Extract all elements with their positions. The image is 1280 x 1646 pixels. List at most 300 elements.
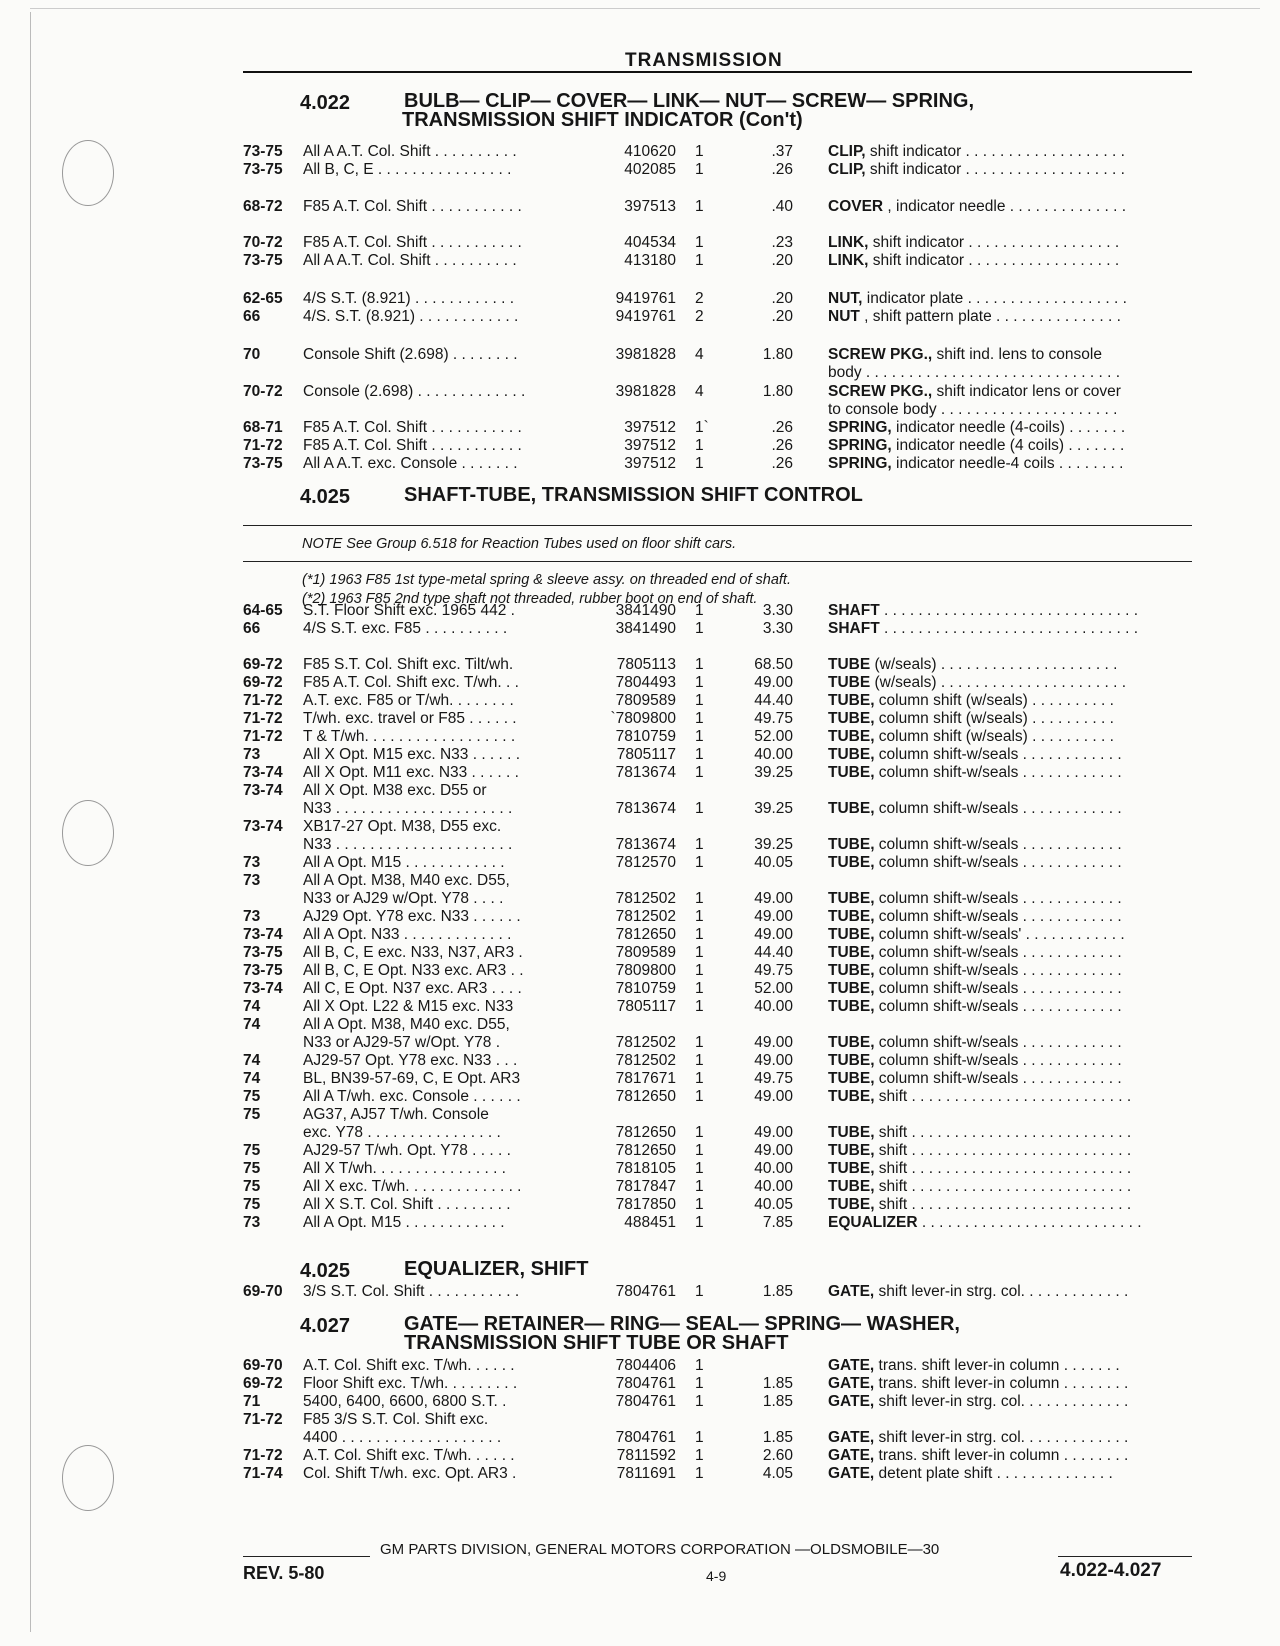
part-number: 7809800 bbox=[615, 962, 676, 979]
section-title-line2: TRANSMISSION SHIFT INDICATOR (Con't) bbox=[402, 109, 803, 131]
model-year: 71-74 bbox=[243, 1465, 283, 1482]
application: F85 A.T. Col. Shift . . . . . . . . . . . bbox=[303, 437, 522, 454]
description bbox=[828, 1393, 1280, 1411]
quantity: 1 bbox=[695, 455, 704, 472]
quantity: 1 bbox=[695, 890, 704, 907]
description-text: shift . . . . . . . . . . . . . . . . . . . . . . . . . . bbox=[874, 1178, 1132, 1195]
model-year: 73-74 bbox=[243, 782, 283, 799]
description bbox=[828, 656, 1280, 674]
price: .26 bbox=[771, 437, 793, 454]
quantity: 1 bbox=[695, 620, 704, 637]
description-text: , indicator needle . . . . . . . . . . . . . . bbox=[883, 198, 1127, 215]
part-number: 3981828 bbox=[615, 383, 676, 400]
description bbox=[828, 1142, 1280, 1160]
quantity: 1 bbox=[695, 1196, 704, 1213]
application: AJ29-57 T/wh. Opt. Y78 . . . . . bbox=[303, 1142, 511, 1159]
application: 3/S S.T. Col. Shift . . . . . . . . . . . bbox=[303, 1283, 520, 1300]
footer-rule-right bbox=[1058, 1556, 1192, 1557]
application: F85 A.T. Col. Shift . . . . . . . . . . . bbox=[303, 198, 522, 215]
section-title-line1: GATE— RETAINER— RING— SEAL— SPRING— WASHER, bbox=[404, 1313, 960, 1335]
description-text: shift indicator lens or cover bbox=[932, 383, 1121, 400]
price: 52.00 bbox=[754, 980, 793, 997]
description bbox=[828, 455, 1280, 473]
model-year: 71-72 bbox=[243, 1447, 283, 1464]
model-year: 73 bbox=[243, 746, 261, 763]
description-text: column shift-w/seals . . . . . . . . . . . . bbox=[874, 1052, 1122, 1069]
quantity: 1 bbox=[695, 437, 704, 454]
description bbox=[828, 346, 1280, 364]
description bbox=[828, 1283, 1280, 1301]
quantity: 1 bbox=[695, 1375, 704, 1392]
description-text: column shift (w/seals) . . . . . . . . . . bbox=[874, 728, 1114, 745]
description-text: column shift-w/seals . . . . . . . . . . . . bbox=[874, 908, 1122, 925]
application: All B, C, E Opt. N33 exc. AR3 . . bbox=[303, 962, 524, 979]
quantity: 1 bbox=[695, 1034, 704, 1051]
application: 4/S S.T. exc. F85 . . . . . . . . . . bbox=[303, 620, 508, 637]
description-text: shift indicator . . . . . . . . . . . . . . . . . . bbox=[868, 234, 1120, 251]
description bbox=[828, 764, 1280, 782]
application: All X Opt. M38 exc. D55 or bbox=[303, 782, 487, 799]
price: 2.60 bbox=[762, 1447, 793, 1464]
description-text: column shift (w/seals) . . . . . . . . . . bbox=[874, 692, 1114, 709]
application: All A Opt. M15 . . . . . . . . . . . . bbox=[303, 1214, 505, 1231]
application: N33 or AJ29 w/Opt. Y78 . . . . bbox=[303, 890, 504, 907]
part-number: 7812650 bbox=[615, 1124, 676, 1141]
description-text: shift . . . . . . . . . . . . . . . . . . . . . . . . . . bbox=[874, 1142, 1132, 1159]
price: 4.05 bbox=[762, 1465, 793, 1482]
part-number: 7805113 bbox=[616, 656, 676, 673]
part-number: 404534 bbox=[624, 234, 676, 251]
description-text: shift indicator . . . . . . . . . . . . . . . . . . . bbox=[865, 143, 1125, 160]
part-number: 7817671 bbox=[615, 1070, 676, 1087]
description-text: shift lever-in strg. col. . . . . . . . . . . . . bbox=[874, 1429, 1129, 1446]
model-year: 73 bbox=[243, 1214, 261, 1231]
application: All A A.T. exc. Console . . . . . . . bbox=[303, 455, 518, 472]
model-year: 73 bbox=[243, 854, 261, 871]
punch-hole-top bbox=[62, 140, 114, 206]
quantity: 1 bbox=[695, 252, 704, 269]
description bbox=[828, 383, 1280, 401]
application: All C, E Opt. N37 exc. AR3 . . . . bbox=[303, 980, 522, 997]
quantity: 1 bbox=[695, 1357, 704, 1374]
quantity: 1 bbox=[695, 1393, 704, 1410]
price: 49.00 bbox=[754, 908, 793, 925]
application: All X Opt. L22 & M15 exc. N33 bbox=[303, 998, 514, 1015]
description bbox=[828, 944, 1280, 962]
model-year: 69-70 bbox=[243, 1283, 283, 1300]
description-text: indicator plate . . . . . . . . . . . . . . . . . . . bbox=[862, 290, 1127, 307]
description-keyword: TUBE, bbox=[828, 1196, 875, 1213]
description-keyword: CLIP, bbox=[828, 161, 866, 178]
application: All A T/wh. exc. Console . . . . . . bbox=[303, 1088, 521, 1105]
quantity: 4 bbox=[695, 383, 704, 400]
description-keyword: SCREW PKG., bbox=[828, 346, 933, 363]
part-number: 7812502 bbox=[615, 890, 676, 907]
part-number: 7812502 bbox=[615, 908, 676, 925]
description bbox=[828, 401, 1280, 419]
part-number: 7810759 bbox=[615, 728, 676, 745]
description bbox=[828, 161, 1280, 179]
application: F85 A.T. Col. Shift . . . . . . . . . . . bbox=[303, 234, 522, 251]
price: 7.85 bbox=[762, 1214, 793, 1231]
description bbox=[828, 1196, 1280, 1214]
description bbox=[828, 234, 1280, 252]
description-text: shift . . . . . . . . . . . . . . . . . . . . . . . . . . bbox=[874, 1124, 1132, 1141]
description bbox=[828, 926, 1280, 944]
description-keyword: GATE, bbox=[828, 1375, 875, 1392]
quantity: 1 bbox=[695, 854, 704, 871]
price: 49.00 bbox=[754, 674, 793, 691]
description-keyword: COVER bbox=[828, 198, 884, 215]
part-number: 397512 bbox=[624, 419, 676, 436]
quantity: 1 bbox=[695, 800, 704, 817]
model-year: 75 bbox=[243, 1196, 261, 1213]
price: .20 bbox=[771, 290, 793, 307]
footer-page-number: 4-9 bbox=[706, 1568, 727, 1584]
description-text: shift ind. lens to console bbox=[932, 346, 1102, 363]
description-text: to console body . . . . . . . . . . . . . . . . . . . . . bbox=[828, 401, 1118, 418]
description-text: column shift-w/seals . . . . . . . . . . . . bbox=[874, 800, 1122, 817]
description-keyword: TUBE, bbox=[828, 908, 875, 925]
model-year: 71-72 bbox=[243, 437, 283, 454]
application: All B, C, E . . . . . . . . . . . . . . . . bbox=[303, 161, 512, 178]
application: exc. Y78 . . . . . . . . . . . . . . . . bbox=[303, 1124, 501, 1141]
price: 1.85 bbox=[762, 1375, 793, 1392]
description bbox=[828, 1375, 1280, 1393]
model-year: 64-65 bbox=[243, 602, 283, 619]
description-keyword: NUT bbox=[828, 308, 860, 325]
description-keyword: GATE, bbox=[828, 1357, 875, 1374]
model-year: 68-71 bbox=[243, 419, 283, 436]
description-text: . . . . . . . . . . . . . . . . . . . . . . . . . . bbox=[917, 1214, 1142, 1231]
model-year: 62-65 bbox=[243, 290, 283, 307]
quantity: 1 bbox=[695, 692, 704, 709]
quantity: 1 bbox=[695, 1429, 704, 1446]
part-number: 7804761 bbox=[615, 1283, 676, 1300]
description bbox=[828, 198, 1280, 216]
quantity: 1 bbox=[695, 1142, 704, 1159]
description bbox=[828, 1034, 1280, 1052]
price: 3.30 bbox=[762, 620, 793, 637]
description bbox=[828, 728, 1280, 746]
description-keyword: SCREW PKG., bbox=[828, 383, 933, 400]
description bbox=[828, 998, 1280, 1016]
part-number: 488451 bbox=[624, 1214, 676, 1231]
description bbox=[828, 1429, 1280, 1447]
price: 49.00 bbox=[754, 890, 793, 907]
quantity: 1 bbox=[695, 944, 704, 961]
model-year: 70-72 bbox=[243, 234, 283, 251]
description bbox=[828, 746, 1280, 764]
quantity: 1 bbox=[695, 234, 704, 251]
quantity: 1` bbox=[695, 419, 709, 436]
price: .26 bbox=[771, 161, 793, 178]
part-number: 7810759 bbox=[615, 980, 676, 997]
description-keyword: TUBE, bbox=[828, 728, 875, 745]
quantity: 2 bbox=[695, 308, 704, 325]
model-year: 75 bbox=[243, 1160, 261, 1177]
description bbox=[828, 290, 1280, 308]
description bbox=[828, 692, 1280, 710]
model-year: 75 bbox=[243, 1178, 261, 1195]
application: 4/S. S.T. (8.921) . . . . . . . . . . . . bbox=[303, 308, 519, 325]
description-text: shift . . . . . . . . . . . . . . . . . . . . . . . . . . bbox=[874, 1088, 1132, 1105]
part-number: 397512 bbox=[624, 437, 676, 454]
price: .20 bbox=[771, 308, 793, 325]
quantity: 1 bbox=[695, 1283, 704, 1300]
model-year: 75 bbox=[243, 1106, 261, 1123]
description bbox=[828, 1088, 1280, 1106]
quantity: 1 bbox=[695, 836, 704, 853]
price: .26 bbox=[771, 455, 793, 472]
application: F85 3/S S.T. Col. Shift exc. bbox=[303, 1411, 489, 1428]
part-number: 410620 bbox=[624, 143, 676, 160]
price: .23 bbox=[771, 234, 793, 251]
part-number: 7812650 bbox=[615, 1142, 676, 1159]
model-year: 70 bbox=[243, 346, 261, 363]
quantity: 1 bbox=[695, 1178, 704, 1195]
quantity: 1 bbox=[695, 1124, 704, 1141]
description-keyword: TUBE, bbox=[828, 998, 875, 1015]
quantity: 1 bbox=[695, 998, 704, 1015]
note-1963-first: (*1) 1963 F85 1st type-metal spring & sleeve assy. on threaded end of shaft. bbox=[302, 572, 791, 588]
description bbox=[828, 962, 1280, 980]
description-text: (w/seals) . . . . . . . . . . . . . . . . . . . . . . bbox=[870, 674, 1126, 691]
model-year: 73-75 bbox=[243, 252, 283, 269]
quantity: 1 bbox=[695, 728, 704, 745]
description-text: column shift-w/seals . . . . . . . . . . . . bbox=[874, 944, 1122, 961]
description-keyword: SHAFT bbox=[828, 620, 880, 637]
application: Col. Shift T/wh. exc. Opt. AR3 . bbox=[303, 1465, 517, 1482]
application: F85 S.T. Col. Shift exc. Tilt/wh. bbox=[303, 656, 514, 673]
application: Console Shift (2.698) . . . . . . . . bbox=[303, 346, 518, 363]
description bbox=[828, 602, 1280, 620]
application: A.T. Col. Shift exc. T/wh. . . . . . bbox=[303, 1447, 515, 1464]
scan-top-edge bbox=[30, 8, 1260, 9]
application: N33 or AJ29-57 w/Opt. Y78 . bbox=[303, 1034, 501, 1051]
model-year: 71 bbox=[243, 1393, 261, 1410]
part-number: 7812502 bbox=[615, 1034, 676, 1051]
model-year: 73-74 bbox=[243, 818, 283, 835]
application: All A A.T. Col. Shift . . . . . . . . . . bbox=[303, 252, 517, 269]
description bbox=[828, 419, 1280, 437]
description-keyword: TUBE, bbox=[828, 764, 875, 781]
application: All X Opt. M11 exc. N33 . . . . . . bbox=[303, 764, 519, 781]
quantity: 1 bbox=[695, 1465, 704, 1482]
description-text: column shift-w/seals' . . . . . . . . . . . . bbox=[874, 926, 1125, 943]
model-year: 75 bbox=[243, 1142, 261, 1159]
price: 40.00 bbox=[754, 1178, 793, 1195]
description-keyword: TUBE, bbox=[828, 1124, 875, 1141]
punch-hole-bottom bbox=[62, 1445, 114, 1511]
part-number: 397513 bbox=[624, 198, 676, 215]
description bbox=[828, 1357, 1280, 1375]
price: 49.00 bbox=[754, 1124, 793, 1141]
part-number: 7804761 bbox=[615, 1393, 676, 1410]
part-number: 7811592 bbox=[616, 1447, 676, 1464]
application: T & T/wh. . . . . . . . . . . . . . . . . . bbox=[303, 728, 516, 745]
price: 1.85 bbox=[762, 1429, 793, 1446]
part-number: 7812570 bbox=[615, 854, 676, 871]
description-text: shift . . . . . . . . . . . . . . . . . . . . . . . . . . bbox=[874, 1160, 1132, 1177]
quantity: 1 bbox=[695, 710, 704, 727]
description bbox=[828, 252, 1280, 270]
application: Floor Shift exc. T/wh. . . . . . . . . bbox=[303, 1375, 518, 1392]
note-rule-top bbox=[243, 525, 1192, 526]
quantity: 1 bbox=[695, 1070, 704, 1087]
quantity: 1 bbox=[695, 602, 704, 619]
quantity: 1 bbox=[695, 1160, 704, 1177]
footer-section-range: 4.022-4.027 bbox=[1060, 1560, 1162, 1581]
price: 49.00 bbox=[754, 1034, 793, 1051]
description-text: detent plate shift . . . . . . . . . . . . . . bbox=[874, 1465, 1113, 1482]
description-keyword: SPRING, bbox=[828, 419, 892, 436]
price: 1.80 bbox=[762, 383, 793, 400]
description bbox=[828, 890, 1280, 908]
quantity: 1 bbox=[695, 746, 704, 763]
quantity: 1 bbox=[695, 656, 704, 673]
model-year: 66 bbox=[243, 308, 261, 325]
description-text: body . . . . . . . . . . . . . . . . . . . . . . . . . . . . . . bbox=[828, 364, 1120, 381]
description-keyword: TUBE, bbox=[828, 854, 875, 871]
application: N33 . . . . . . . . . . . . . . . . . . . . . bbox=[303, 836, 513, 853]
model-year: 73 bbox=[243, 908, 261, 925]
section-number: 4.025 bbox=[300, 1260, 351, 1282]
application: AJ29 Opt. Y78 exc. N33 . . . . . . bbox=[303, 908, 521, 925]
description bbox=[828, 364, 1280, 382]
model-year: 73-75 bbox=[243, 944, 283, 961]
price: .40 bbox=[771, 198, 793, 215]
description-text: shift lever-in strg. col. . . . . . . . . . . . . bbox=[874, 1283, 1129, 1300]
binder-margin-line bbox=[30, 12, 31, 1632]
application: BL, BN39-57-69, C, E Opt. AR3 bbox=[303, 1070, 521, 1087]
quantity: 1 bbox=[695, 1447, 704, 1464]
price: 52.00 bbox=[754, 728, 793, 745]
description-text: column shift-w/seals . . . . . . . . . . . . bbox=[874, 764, 1122, 781]
application: All X Opt. M15 exc. N33 . . . . . . bbox=[303, 746, 521, 763]
description-keyword: TUBE, bbox=[828, 710, 875, 727]
price: 1.85 bbox=[762, 1393, 793, 1410]
description-keyword: NUT, bbox=[828, 290, 863, 307]
description-text: indicator needle (4-coils) . . . . . . . bbox=[891, 419, 1126, 436]
application: All X S.T. Col. Shift . . . . . . . . . bbox=[303, 1196, 511, 1213]
price: 44.40 bbox=[754, 944, 793, 961]
application: 5400, 6400, 6600, 6800 S.T. . bbox=[303, 1393, 507, 1410]
description bbox=[828, 1124, 1280, 1142]
model-year: 73-75 bbox=[243, 455, 283, 472]
description bbox=[828, 437, 1280, 455]
part-number: 7818105 bbox=[615, 1160, 676, 1177]
price: 40.05 bbox=[754, 854, 793, 871]
price: 44.40 bbox=[754, 692, 793, 709]
part-number: 7817850 bbox=[615, 1196, 676, 1213]
part-number: 7812502 bbox=[615, 1052, 676, 1069]
description-keyword: EQUALIZER bbox=[828, 1214, 918, 1231]
description-text: column shift-w/seals . . . . . . . . . . . . bbox=[874, 746, 1122, 763]
description-text: indicator needle (4 coils) . . . . . . . bbox=[891, 437, 1125, 454]
description-keyword: CLIP, bbox=[828, 143, 866, 160]
description-keyword: TUBE, bbox=[828, 1178, 875, 1195]
price: 1.80 bbox=[762, 346, 793, 363]
price: 3.30 bbox=[762, 602, 793, 619]
application: 4/S S.T. (8.921) . . . . . . . . . . . . bbox=[303, 290, 515, 307]
description-keyword: SPRING, bbox=[828, 437, 892, 454]
part-number: 3841490 bbox=[615, 620, 676, 637]
description-text: column shift-w/seals . . . . . . . . . . . . bbox=[874, 836, 1122, 853]
model-year: 73-75 bbox=[243, 962, 283, 979]
application: AJ29-57 Opt. Y78 exc. N33 . . . bbox=[303, 1052, 518, 1069]
application: All X T/wh. . . . . . . . . . . . . . . . bbox=[303, 1160, 506, 1177]
description-text: column shift-w/seals . . . . . . . . . . . . bbox=[874, 1034, 1122, 1051]
description-keyword: GATE, bbox=[828, 1465, 875, 1482]
note-rule-bottom bbox=[243, 561, 1192, 562]
description-keyword: TUBE, bbox=[828, 962, 875, 979]
model-year: 73-74 bbox=[243, 764, 283, 781]
description-keyword: TUBE, bbox=[828, 746, 875, 763]
footer-organization: GM PARTS DIVISION, GENERAL MOTORS CORPORATION —OLDSMOBILE—30 bbox=[380, 1541, 940, 1558]
description bbox=[828, 1160, 1280, 1178]
model-year: 73 bbox=[243, 872, 261, 889]
description-keyword: TUBE bbox=[828, 656, 871, 673]
description-text: shift indicator . . . . . . . . . . . . . . . . . . . bbox=[865, 161, 1125, 178]
model-year: 66 bbox=[243, 620, 261, 637]
description-keyword: GATE, bbox=[828, 1393, 875, 1410]
part-number: 7804493 bbox=[615, 674, 676, 691]
description-keyword: TUBE, bbox=[828, 980, 875, 997]
description bbox=[828, 854, 1280, 872]
quantity: 1 bbox=[695, 1088, 704, 1105]
model-year: 68-72 bbox=[243, 198, 283, 215]
part-number: 7804761 bbox=[615, 1375, 676, 1392]
part-number: 402085 bbox=[624, 161, 676, 178]
price: 49.00 bbox=[754, 1052, 793, 1069]
price: 49.00 bbox=[754, 1088, 793, 1105]
description-text: trans. shift lever-in column . . . . . . . bbox=[874, 1357, 1120, 1374]
description bbox=[828, 143, 1280, 161]
section-title bbox=[404, 1315, 960, 1353]
description bbox=[828, 908, 1280, 926]
part-number: 7809589 bbox=[615, 944, 676, 961]
description-keyword: GATE, bbox=[828, 1283, 875, 1300]
price: 49.75 bbox=[754, 962, 793, 979]
punch-hole-middle bbox=[62, 800, 114, 866]
application: A.T. exc. F85 or T/wh. . . . . . . . bbox=[303, 692, 514, 709]
application: A.T. Col. Shift exc. T/wh. . . . . . bbox=[303, 1357, 515, 1374]
model-year: 71-72 bbox=[243, 692, 283, 709]
description-text: shift lever-in strg. col. . . . . . . . . . . . . bbox=[874, 1393, 1129, 1410]
description bbox=[828, 1465, 1280, 1483]
title-rule bbox=[243, 71, 1192, 73]
model-year: 71-72 bbox=[243, 1411, 283, 1428]
description bbox=[828, 980, 1280, 998]
description-keyword: SPRING, bbox=[828, 455, 892, 472]
quantity: 4 bbox=[695, 346, 704, 363]
application: F85 A.T. Col. Shift . . . . . . . . . . . bbox=[303, 419, 522, 436]
part-number: 3981828 bbox=[615, 346, 676, 363]
section-title: EQUALIZER, SHIFT bbox=[404, 1258, 589, 1280]
model-year: 74 bbox=[243, 1016, 261, 1033]
description bbox=[828, 1052, 1280, 1070]
section-number: 4.022 bbox=[300, 92, 351, 114]
page-title: TRANSMISSION bbox=[625, 50, 783, 71]
quantity: 1 bbox=[695, 926, 704, 943]
description-keyword: GATE, bbox=[828, 1429, 875, 1446]
part-number: 7811691 bbox=[616, 1465, 676, 1482]
price: 49.75 bbox=[754, 710, 793, 727]
description bbox=[828, 620, 1280, 638]
application: AG37, AJ57 T/wh. Console bbox=[303, 1106, 489, 1123]
model-year: 69-72 bbox=[243, 1375, 283, 1392]
